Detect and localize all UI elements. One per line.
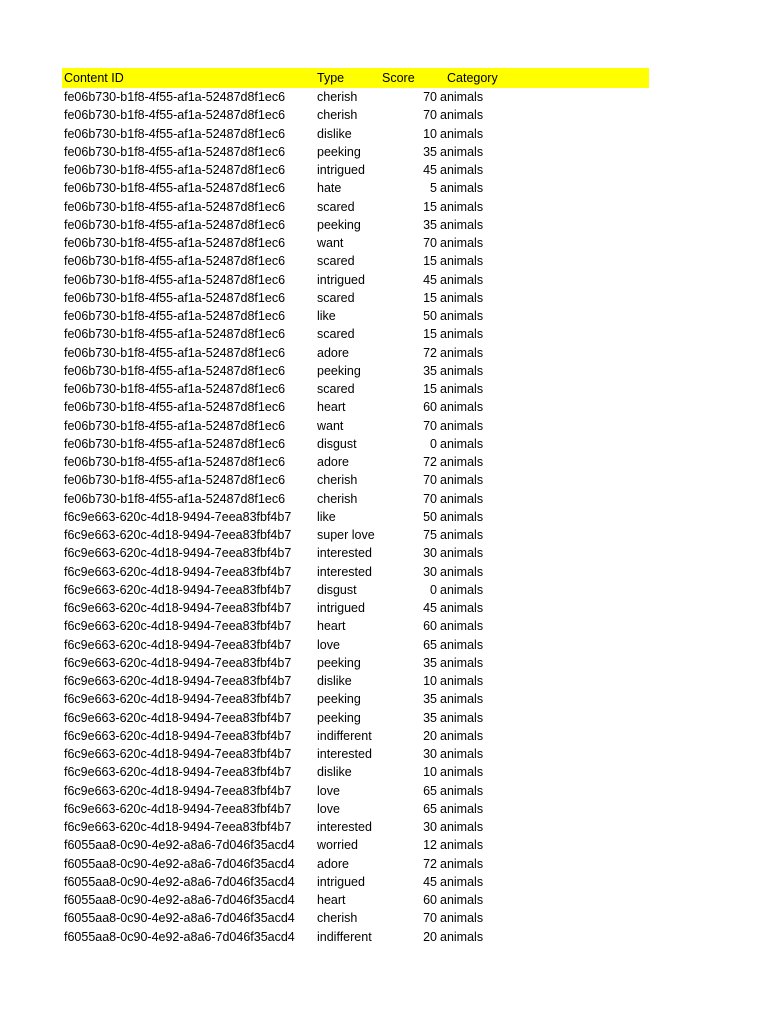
cell-content-id: fe06b730-b1f8-4f55-af1a-52487d8f1ec6 — [64, 126, 286, 141]
table-row — [62, 636, 649, 654]
table-body — [62, 88, 649, 946]
cell-type: dislike — [317, 765, 352, 780]
cell-score: 70 — [423, 491, 437, 506]
cell-category: animals — [440, 601, 484, 616]
cell-category: animals — [440, 327, 484, 342]
cell-type: scared — [317, 199, 355, 214]
cell-category: animals — [440, 765, 484, 780]
cell-type: cherish — [317, 473, 358, 488]
cell-category: animals — [440, 692, 484, 707]
cell-type: indifferent — [317, 929, 372, 944]
cell-content-id: f6c9e663-620c-4d18-9494-7eea83fbf4b7 — [64, 728, 292, 743]
cell-score: 30 — [423, 546, 437, 561]
cell-content-id: f6c9e663-620c-4d18-9494-7eea83fbf4b7 — [64, 546, 292, 561]
cell-score: 30 — [423, 564, 437, 579]
header-category: Category — [447, 71, 498, 85]
cell-score: 45 — [423, 601, 437, 616]
cell-content-id: f6c9e663-620c-4d18-9494-7eea83fbf4b7 — [64, 528, 292, 543]
cell-type: hate — [317, 181, 342, 196]
cell-category: animals — [440, 400, 484, 415]
cell-score: 10 — [423, 126, 437, 141]
cell-content-id: fe06b730-b1f8-4f55-af1a-52487d8f1ec6 — [64, 455, 286, 470]
cell-score: 70 — [423, 418, 437, 433]
table-row — [62, 161, 649, 179]
cell-content-id: f6055aa8-0c90-4e92-a8a6-7d046f35acd4 — [64, 929, 295, 944]
cell-category: animals — [440, 436, 484, 451]
cell-score: 5 — [430, 181, 437, 196]
cell-type: adore — [317, 455, 349, 470]
cell-content-id: fe06b730-b1f8-4f55-af1a-52487d8f1ec6 — [64, 309, 286, 324]
cell-category: animals — [440, 163, 484, 178]
table-row — [62, 125, 649, 143]
cell-score: 35 — [423, 710, 437, 725]
cell-content-id: fe06b730-b1f8-4f55-af1a-52487d8f1ec6 — [64, 144, 286, 159]
table-row — [62, 179, 649, 197]
cell-category: animals — [440, 728, 484, 743]
cell-category: animals — [440, 418, 484, 433]
table-row — [62, 745, 649, 763]
cell-category: animals — [440, 90, 484, 105]
cell-type: scared — [317, 327, 355, 342]
cell-content-id: f6c9e663-620c-4d18-9494-7eea83fbf4b7 — [64, 655, 292, 670]
cell-score: 35 — [423, 655, 437, 670]
cell-content-id: f6c9e663-620c-4d18-9494-7eea83fbf4b7 — [64, 747, 292, 762]
cell-category: animals — [440, 236, 484, 251]
cell-score: 65 — [423, 637, 437, 652]
cell-category: animals — [440, 199, 484, 214]
cell-score: 0 — [430, 582, 437, 597]
cell-content-id: fe06b730-b1f8-4f55-af1a-52487d8f1ec6 — [64, 272, 286, 287]
cell-content-id: fe06b730-b1f8-4f55-af1a-52487d8f1ec6 — [64, 199, 286, 214]
cell-type: dislike — [317, 126, 352, 141]
cell-content-id: f6c9e663-620c-4d18-9494-7eea83fbf4b7 — [64, 674, 292, 689]
cell-category: animals — [440, 874, 484, 889]
cell-category: animals — [440, 619, 484, 634]
cell-score: 72 — [423, 856, 437, 871]
cell-category: animals — [440, 911, 484, 926]
cell-type: peeking — [317, 217, 361, 232]
cell-type: cherish — [317, 491, 358, 506]
cell-content-id: f6c9e663-620c-4d18-9494-7eea83fbf4b7 — [64, 509, 292, 524]
cell-score: 15 — [423, 290, 437, 305]
cell-score: 50 — [423, 509, 437, 524]
cell-score: 20 — [423, 929, 437, 944]
cell-content-id: fe06b730-b1f8-4f55-af1a-52487d8f1ec6 — [64, 163, 286, 178]
cell-type: intrigued — [317, 272, 365, 287]
table-row — [62, 782, 649, 800]
cell-score: 10 — [423, 674, 437, 689]
table-row — [62, 599, 649, 617]
table-row — [62, 289, 649, 307]
cell-content-id: fe06b730-b1f8-4f55-af1a-52487d8f1ec6 — [64, 290, 286, 305]
cell-type: heart — [317, 619, 346, 634]
cell-content-id: f6c9e663-620c-4d18-9494-7eea83fbf4b7 — [64, 601, 292, 616]
cell-category: animals — [440, 528, 484, 543]
cell-content-id: f6055aa8-0c90-4e92-a8a6-7d046f35acd4 — [64, 856, 295, 871]
cell-type: cherish — [317, 911, 358, 926]
cell-category: animals — [440, 363, 484, 378]
cell-category: animals — [440, 546, 484, 561]
cell-type: interested — [317, 747, 372, 762]
table-row — [62, 800, 649, 818]
table-row — [62, 307, 649, 325]
cell-score: 60 — [423, 619, 437, 634]
cell-category: animals — [440, 455, 484, 470]
cell-score: 35 — [423, 217, 437, 232]
cell-type: scared — [317, 290, 355, 305]
cell-content-id: fe06b730-b1f8-4f55-af1a-52487d8f1ec6 — [64, 254, 286, 269]
cell-content-id: f6c9e663-620c-4d18-9494-7eea83fbf4b7 — [64, 692, 292, 707]
cell-type: intrigued — [317, 874, 365, 889]
table-row — [62, 909, 649, 927]
cell-category: animals — [440, 838, 484, 853]
cell-category: animals — [440, 509, 484, 524]
cell-category: animals — [440, 345, 484, 360]
cell-score: 75 — [423, 528, 437, 543]
cell-score: 15 — [423, 382, 437, 397]
cell-score: 35 — [423, 692, 437, 707]
cell-type: heart — [317, 893, 346, 908]
cell-content-id: fe06b730-b1f8-4f55-af1a-52487d8f1ec6 — [64, 181, 286, 196]
cell-category: animals — [440, 382, 484, 397]
cell-category: animals — [440, 820, 484, 835]
cell-category: animals — [440, 254, 484, 269]
cell-score: 70 — [423, 473, 437, 488]
cell-type: love — [317, 783, 340, 798]
cell-category: animals — [440, 710, 484, 725]
cell-category: animals — [440, 473, 484, 488]
cell-score: 15 — [423, 254, 437, 269]
cell-score: 15 — [423, 199, 437, 214]
cell-content-id: f6055aa8-0c90-4e92-a8a6-7d046f35acd4 — [64, 874, 295, 889]
cell-score: 70 — [423, 236, 437, 251]
cell-content-id: f6c9e663-620c-4d18-9494-7eea83fbf4b7 — [64, 564, 292, 579]
header-type: Type — [317, 71, 345, 85]
cell-content-id: fe06b730-b1f8-4f55-af1a-52487d8f1ec6 — [64, 363, 286, 378]
cell-content-id: f6c9e663-620c-4d18-9494-7eea83fbf4b7 — [64, 637, 292, 652]
cell-score: 10 — [423, 765, 437, 780]
cell-content-id: fe06b730-b1f8-4f55-af1a-52487d8f1ec6 — [64, 90, 286, 105]
table-row — [62, 234, 649, 252]
cell-type: disgust — [317, 582, 357, 597]
cell-type: super love — [317, 528, 375, 543]
cell-category: animals — [440, 108, 484, 123]
cell-score: 0 — [430, 436, 437, 451]
cell-category: animals — [440, 272, 484, 287]
cell-type: worried — [317, 838, 358, 853]
cell-content-id: fe06b730-b1f8-4f55-af1a-52487d8f1ec6 — [64, 473, 286, 488]
cell-category: animals — [440, 309, 484, 324]
cell-type: scared — [317, 254, 355, 269]
cell-score: 70 — [423, 108, 437, 123]
header-score: Score — [382, 71, 415, 85]
cell-score: 30 — [423, 820, 437, 835]
table-row — [62, 563, 649, 581]
cell-type: want — [317, 236, 344, 251]
table-row — [62, 380, 649, 398]
cell-score: 45 — [423, 163, 437, 178]
table-row — [62, 581, 649, 599]
cell-score: 70 — [423, 90, 437, 105]
cell-type: peeking — [317, 692, 361, 707]
cell-content-id: fe06b730-b1f8-4f55-af1a-52487d8f1ec6 — [64, 382, 286, 397]
cell-content-id: f6c9e663-620c-4d18-9494-7eea83fbf4b7 — [64, 783, 292, 798]
table-row — [62, 252, 649, 270]
table-row — [62, 143, 649, 161]
cell-score: 35 — [423, 363, 437, 378]
table-row — [62, 88, 649, 106]
cell-type: interested — [317, 546, 372, 561]
cell-type: disgust — [317, 436, 357, 451]
cell-type: indifferent — [317, 728, 372, 743]
cell-category: animals — [440, 290, 484, 305]
table-row — [62, 508, 649, 526]
table-row — [62, 216, 649, 234]
cell-type: adore — [317, 345, 349, 360]
table-row — [62, 344, 649, 362]
cell-category: animals — [440, 801, 484, 816]
cell-type: adore — [317, 856, 349, 871]
cell-content-id: f6055aa8-0c90-4e92-a8a6-7d046f35acd4 — [64, 893, 295, 908]
cell-score: 35 — [423, 144, 437, 159]
cell-category: animals — [440, 217, 484, 232]
table-row — [62, 818, 649, 836]
cell-score: 45 — [423, 874, 437, 889]
cell-category: animals — [440, 126, 484, 141]
cell-type: heart — [317, 400, 346, 415]
cell-category: animals — [440, 655, 484, 670]
cell-content-id: fe06b730-b1f8-4f55-af1a-52487d8f1ec6 — [64, 108, 286, 123]
cell-content-id: f6c9e663-620c-4d18-9494-7eea83fbf4b7 — [64, 820, 292, 835]
cell-content-id: f6c9e663-620c-4d18-9494-7eea83fbf4b7 — [64, 582, 292, 597]
cell-type: intrigued — [317, 601, 365, 616]
table-row — [62, 106, 649, 124]
table-row — [62, 891, 649, 909]
cell-category: animals — [440, 893, 484, 908]
cell-score: 60 — [423, 893, 437, 908]
cell-category: animals — [440, 674, 484, 689]
cell-type: love — [317, 801, 340, 816]
table-row — [62, 325, 649, 343]
cell-category: animals — [440, 181, 484, 196]
cell-category: animals — [440, 582, 484, 597]
table-row — [62, 672, 649, 690]
table-row — [62, 490, 649, 508]
cell-type: dislike — [317, 674, 352, 689]
cell-category: animals — [440, 564, 484, 579]
cell-content-id: f6c9e663-620c-4d18-9494-7eea83fbf4b7 — [64, 801, 292, 816]
cell-score: 72 — [423, 455, 437, 470]
cell-score: 15 — [423, 327, 437, 342]
table-row — [62, 690, 649, 708]
cell-score: 45 — [423, 272, 437, 287]
cell-score: 70 — [423, 911, 437, 926]
table-row — [62, 271, 649, 289]
table-row — [62, 453, 649, 471]
cell-type: peeking — [317, 363, 361, 378]
cell-content-id: f6c9e663-620c-4d18-9494-7eea83fbf4b7 — [64, 619, 292, 634]
cell-type: scared — [317, 382, 355, 397]
cell-type: love — [317, 637, 340, 652]
cell-content-id: fe06b730-b1f8-4f55-af1a-52487d8f1ec6 — [64, 217, 286, 232]
spreadsheet-table — [62, 68, 649, 946]
table-row — [62, 855, 649, 873]
cell-type: want — [317, 418, 344, 433]
header-row — [62, 68, 649, 88]
cell-content-id: fe06b730-b1f8-4f55-af1a-52487d8f1ec6 — [64, 400, 286, 415]
cell-score: 65 — [423, 783, 437, 798]
cell-type: cherish — [317, 90, 358, 105]
cell-score: 50 — [423, 309, 437, 324]
table-row — [62, 617, 649, 635]
cell-type: like — [317, 309, 336, 324]
table-row — [62, 928, 649, 946]
cell-type: cherish — [317, 108, 358, 123]
cell-content-id: fe06b730-b1f8-4f55-af1a-52487d8f1ec6 — [64, 345, 286, 360]
table-row — [62, 526, 649, 544]
cell-category: animals — [440, 637, 484, 652]
cell-content-id: f6055aa8-0c90-4e92-a8a6-7d046f35acd4 — [64, 838, 295, 853]
cell-content-id: f6c9e663-620c-4d18-9494-7eea83fbf4b7 — [64, 765, 292, 780]
cell-score: 30 — [423, 747, 437, 762]
table-row — [62, 398, 649, 416]
cell-type: peeking — [317, 655, 361, 670]
cell-score: 72 — [423, 345, 437, 360]
cell-score: 12 — [423, 838, 437, 853]
cell-category: animals — [440, 929, 484, 944]
cell-type: intrigued — [317, 163, 365, 178]
cell-category: animals — [440, 783, 484, 798]
cell-content-id: fe06b730-b1f8-4f55-af1a-52487d8f1ec6 — [64, 436, 286, 451]
table-row — [62, 544, 649, 562]
cell-type: peeking — [317, 710, 361, 725]
table-row — [62, 198, 649, 216]
table-row — [62, 873, 649, 891]
table-row — [62, 836, 649, 854]
cell-content-id: fe06b730-b1f8-4f55-af1a-52487d8f1ec6 — [64, 418, 286, 433]
cell-category: animals — [440, 747, 484, 762]
table-row — [62, 709, 649, 727]
cell-content-id: f6055aa8-0c90-4e92-a8a6-7d046f35acd4 — [64, 911, 295, 926]
cell-category: animals — [440, 856, 484, 871]
table-row — [62, 471, 649, 489]
cell-content-id: fe06b730-b1f8-4f55-af1a-52487d8f1ec6 — [64, 491, 286, 506]
cell-type: interested — [317, 564, 372, 579]
cell-content-id: fe06b730-b1f8-4f55-af1a-52487d8f1ec6 — [64, 327, 286, 342]
header-content-id: Content ID — [64, 71, 124, 85]
cell-type: like — [317, 509, 336, 524]
table-row — [62, 435, 649, 453]
table-row — [62, 362, 649, 380]
cell-score: 65 — [423, 801, 437, 816]
table-row — [62, 654, 649, 672]
table-row — [62, 763, 649, 781]
cell-content-id: f6c9e663-620c-4d18-9494-7eea83fbf4b7 — [64, 710, 292, 725]
cell-category: animals — [440, 491, 484, 506]
cell-type: interested — [317, 820, 372, 835]
cell-score: 20 — [423, 728, 437, 743]
cell-category: animals — [440, 144, 484, 159]
table-row — [62, 417, 649, 435]
cell-type: peeking — [317, 144, 361, 159]
table-row — [62, 727, 649, 745]
cell-score: 60 — [423, 400, 437, 415]
cell-content-id: fe06b730-b1f8-4f55-af1a-52487d8f1ec6 — [64, 236, 286, 251]
